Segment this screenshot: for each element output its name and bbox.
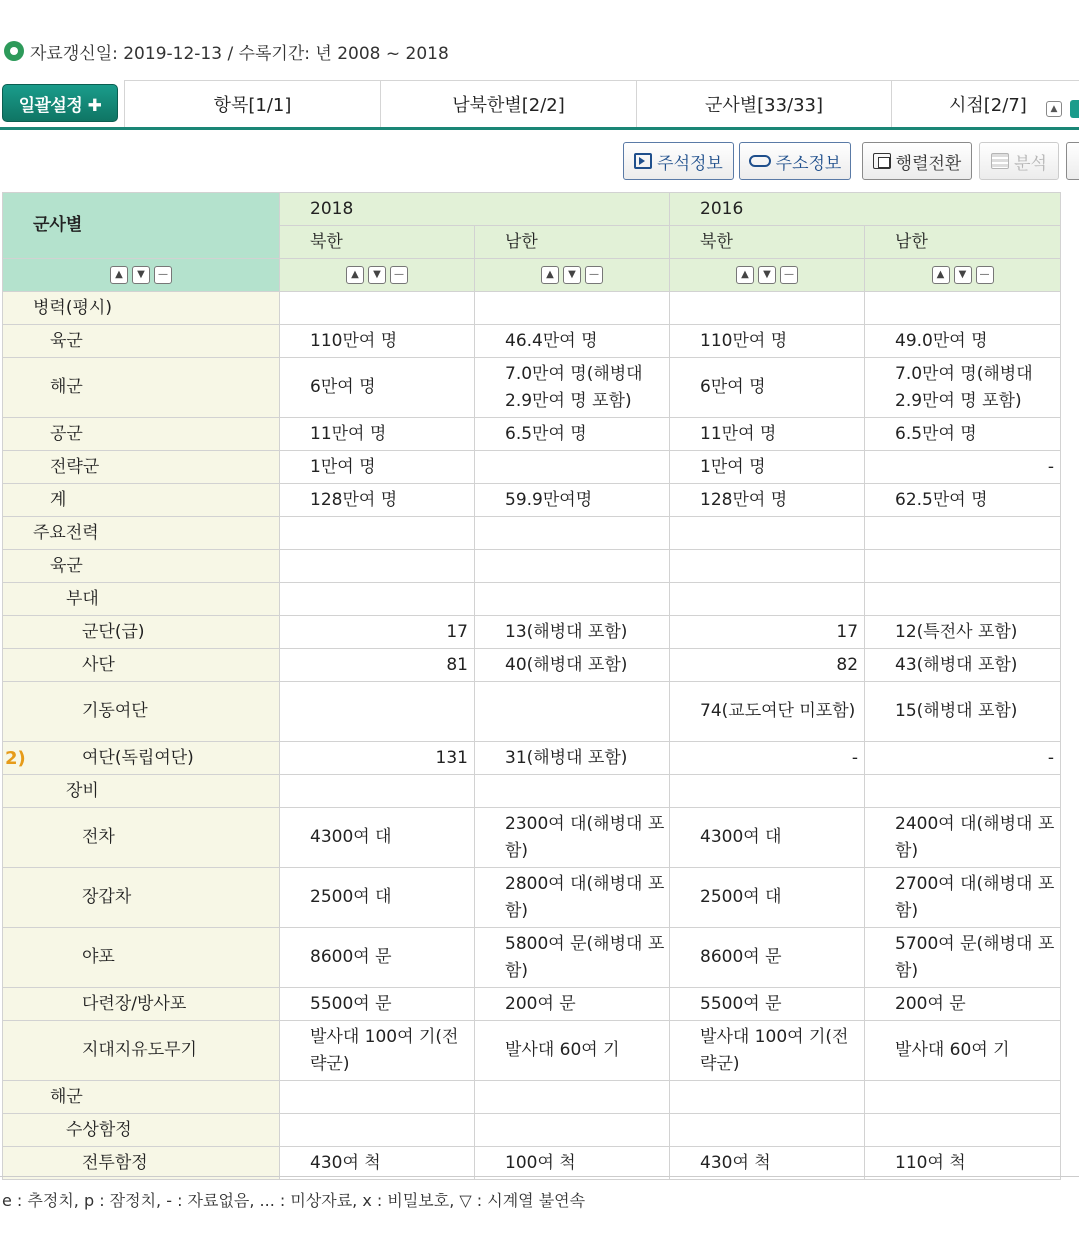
sort-desc-icon[interactable]: ▼	[758, 266, 776, 284]
table-cell	[280, 775, 475, 808]
sort-asc-icon[interactable]: ▲	[110, 266, 128, 284]
table-cell: 17	[670, 616, 865, 649]
sort-desc-icon[interactable]: ▼	[132, 266, 150, 284]
table-cell: 8600여 문	[670, 928, 865, 988]
row-label-text: 전차	[82, 827, 115, 847]
table-cell	[670, 517, 865, 550]
table-cell	[670, 1081, 865, 1114]
country-header: 북한	[280, 226, 475, 259]
row-label-text: 육군	[50, 330, 83, 351]
table-cell: 7.0만여 명(해병대 2.9만여 명 포함)	[865, 358, 1061, 418]
table-row	[3, 775, 1061, 808]
table-cell	[475, 451, 670, 484]
sort-desc-icon[interactable]: ▼	[368, 266, 386, 284]
table-cell: 5500여 문	[670, 988, 865, 1021]
axis-header: 군사별	[3, 193, 280, 259]
row-label	[3, 616, 280, 649]
table-cell: 40(해병대 포함)	[475, 649, 670, 682]
analysis-icon	[991, 153, 1009, 169]
table-cell: 110여 척	[865, 1147, 1061, 1180]
table-cell: 13(해병대 포함)	[475, 616, 670, 649]
table-cell: 430여 척	[280, 1147, 475, 1180]
table-cell	[865, 1081, 1061, 1114]
table-cell: 4300여 대	[280, 808, 475, 868]
table-cell: 43(해병대 포함)	[865, 649, 1061, 682]
table-cell	[865, 550, 1061, 583]
table-cell: 100여 척	[475, 1147, 670, 1180]
link-icon	[749, 155, 771, 167]
row-label-text: 공군	[50, 423, 83, 444]
table-cell: 46.4만여 명	[475, 325, 670, 358]
table-cell: 5500여 문	[280, 988, 475, 1021]
table-cell	[670, 292, 865, 325]
table-cell	[280, 583, 475, 616]
row-label	[3, 1021, 280, 1081]
tab-item[interactable]: 항목[1/1]	[124, 80, 380, 127]
table-cell: 128만여 명	[670, 484, 865, 517]
table-cell	[865, 775, 1061, 808]
table-bottom-rule	[0, 1176, 1079, 1177]
table-row	[3, 682, 1061, 742]
row-label	[3, 358, 280, 418]
expand-icon[interactable]	[1070, 100, 1079, 118]
footnote-marker[interactable]: 2)	[5, 747, 26, 769]
sort-reset-icon[interactable]: —	[390, 266, 408, 284]
table-row	[3, 742, 1061, 775]
table-cell	[475, 682, 670, 742]
row-label	[3, 928, 280, 988]
table-cell: 5800여 문(해병대 포함)	[475, 928, 670, 988]
table-row	[3, 616, 1061, 649]
table-row	[3, 868, 1061, 928]
table-cell	[475, 775, 670, 808]
table-cell: 1만여 명	[670, 451, 865, 484]
table-row	[3, 1081, 1061, 1114]
row-label-text: 수상함정	[66, 1119, 132, 1140]
table-cell: -	[670, 742, 865, 775]
table-row	[3, 325, 1061, 358]
row-label-text: 장비	[66, 780, 99, 801]
tab-military[interactable]: 군사별[33/33]	[636, 80, 891, 127]
row-label	[3, 583, 280, 616]
table-cell: 발사대 100여 기(전략군)	[670, 1021, 865, 1081]
table-cell: 7.0만여 명(해병대 2.9만여 명 포함)	[475, 358, 670, 418]
data-table	[2, 192, 1061, 1180]
table-cell: 5700여 문(해병대 포함)	[865, 928, 1061, 988]
table-cell: 31(해병대 포함)	[475, 742, 670, 775]
row-label-text: 부대	[66, 588, 99, 609]
table-cell: 128만여 명	[280, 484, 475, 517]
legend: e : 추정치, p : 잠정치, - : 자료없음, ... : 미상자료, x : 비밀보호, ▽ : 시계열 불연속	[2, 1191, 586, 1210]
table-cell: 1만여 명	[280, 451, 475, 484]
table-cell	[280, 292, 475, 325]
table-cell	[670, 550, 865, 583]
table-cell	[475, 292, 670, 325]
address-button[interactable]	[739, 142, 851, 180]
annotation-icon	[634, 153, 652, 169]
row-label-text: 지대지유도무기	[82, 1040, 197, 1060]
table-cell	[670, 583, 865, 616]
sort-desc-icon[interactable]: ▼	[954, 266, 972, 284]
table-row	[3, 988, 1061, 1021]
table-cell: 200여 문	[475, 988, 670, 1021]
sort-controls	[280, 259, 475, 292]
table-cell	[280, 682, 475, 742]
analysis-button[interactable]	[979, 142, 1059, 180]
table-row	[3, 517, 1061, 550]
row-label-text: 병력(평시)	[33, 297, 112, 318]
row-label	[3, 484, 280, 517]
sort-reset-icon[interactable]: —	[976, 266, 994, 284]
table-cell: 200여 문	[865, 988, 1061, 1021]
row-label	[3, 868, 280, 928]
table-row	[3, 928, 1061, 988]
row-label-text: 기동여단	[82, 701, 148, 721]
table-row	[3, 418, 1061, 451]
more-button[interactable]	[1066, 142, 1079, 180]
sort-asc-icon[interactable]: ▲	[736, 266, 754, 284]
table-cell: 6만여 명	[670, 358, 865, 418]
table-cell: 2500여 대	[670, 868, 865, 928]
table-cell: 110만여 명	[280, 325, 475, 358]
table-cell	[475, 1114, 670, 1147]
dimension-tab-bar	[0, 80, 1079, 130]
table-row	[3, 1114, 1061, 1147]
row-label	[3, 550, 280, 583]
row-label	[3, 1147, 280, 1180]
country-header: 남한	[475, 226, 670, 259]
pivot-icon	[873, 153, 891, 169]
year-header: 2018	[280, 193, 670, 226]
row-label	[3, 1114, 280, 1147]
table-cell: 15(해병대 포함)	[865, 682, 1061, 742]
table-cell: 49.0만여 명	[865, 325, 1061, 358]
table-cell: 2400여 대(해병대 포함)	[865, 808, 1061, 868]
table-row	[3, 292, 1061, 325]
table-cell: 11만여 명	[670, 418, 865, 451]
table-cell: 59.9만여명	[475, 484, 670, 517]
row-label	[3, 775, 280, 808]
bulk-settings-button[interactable]: 일괄설정 ✚	[2, 84, 118, 122]
sort-controls	[865, 259, 1061, 292]
table-cell: 2700여 대(해병대 포함)	[865, 868, 1061, 928]
table-cell	[865, 1114, 1061, 1147]
table-cell: 131	[280, 742, 475, 775]
table-cell: 82	[670, 649, 865, 682]
row-label	[3, 451, 280, 484]
table-cell: 2300여 대(해병대 포함)	[475, 808, 670, 868]
table-cell	[670, 1114, 865, 1147]
table-row	[3, 583, 1061, 616]
toolbar	[0, 142, 1079, 182]
table-cell: 6.5만여 명	[865, 418, 1061, 451]
collapse-icon[interactable]: ▲	[1046, 101, 1062, 117]
table-row	[3, 484, 1061, 517]
table-cell	[475, 517, 670, 550]
row-label	[3, 682, 280, 742]
sort-reset-icon[interactable]: —	[154, 266, 172, 284]
table-cell	[475, 583, 670, 616]
table-cell: 2800여 대(해병대 포함)	[475, 868, 670, 928]
table-cell: 6만여 명	[280, 358, 475, 418]
table-cell: 12(특전사 포함)	[865, 616, 1061, 649]
row-label-text: 전투함정	[82, 1152, 148, 1173]
row-label-text: 다련장/방사포	[82, 993, 187, 1014]
sort-controls	[3, 259, 280, 292]
year-header: 2016	[670, 193, 1061, 226]
table-cell: -	[865, 742, 1061, 775]
row-label	[3, 649, 280, 682]
table-cell: -	[865, 451, 1061, 484]
table-cell	[280, 517, 475, 550]
row-label	[3, 517, 280, 550]
annotation-button[interactable]	[623, 142, 734, 180]
table-cell: 6.5만여 명	[475, 418, 670, 451]
table-cell: 81	[280, 649, 475, 682]
table-row	[3, 451, 1061, 484]
table-cell	[280, 1081, 475, 1114]
row-label	[3, 1081, 280, 1114]
row-label	[3, 418, 280, 451]
table-cell: 발사대 60여 기	[475, 1021, 670, 1081]
row-label-text: 군단(급)	[82, 621, 145, 642]
sort-controls	[670, 259, 865, 292]
table-cell	[475, 1081, 670, 1114]
row-label	[3, 988, 280, 1021]
table-row	[3, 358, 1061, 418]
tab-period[interactable]: 시점[2/7]	[891, 80, 1079, 127]
table-cell	[865, 583, 1061, 616]
row-label-text: 전략군	[50, 456, 100, 477]
table-cell: 8600여 문	[280, 928, 475, 988]
table-cell	[475, 550, 670, 583]
table-cell: 11만여 명	[280, 418, 475, 451]
row-label-text: 육군	[50, 555, 83, 576]
table-cell: 17	[280, 616, 475, 649]
row-label-text: 계	[50, 489, 67, 510]
row-label	[3, 742, 280, 775]
table-row	[3, 808, 1061, 868]
country-header: 남한	[865, 226, 1061, 259]
sort-asc-icon[interactable]: ▲	[541, 266, 559, 284]
sort-desc-icon[interactable]: ▼	[563, 266, 581, 284]
row-label	[3, 325, 280, 358]
table-cell: 62.5만여 명	[865, 484, 1061, 517]
row-label-text: 해군	[50, 1086, 83, 1107]
sort-asc-icon[interactable]: ▲	[932, 266, 950, 284]
table-cell: 74(교도여단 미포함)	[670, 682, 865, 742]
country-header: 북한	[670, 226, 865, 259]
row-label-text: 야포	[82, 947, 115, 967]
table-cell: 발사대 100여 기(전략군)	[280, 1021, 475, 1081]
pivot-button[interactable]	[862, 142, 972, 180]
pivot-label: 행렬전환	[895, 153, 962, 174]
sort-reset-icon[interactable]: —	[780, 266, 798, 284]
table-cell	[280, 1114, 475, 1147]
row-label-text: 주요전력	[33, 522, 99, 543]
tab-south-north[interactable]: 남북한별[2/2]	[380, 80, 636, 127]
table-cell	[865, 292, 1061, 325]
table-cell	[280, 550, 475, 583]
info-line	[4, 38, 449, 64]
table-cell: 2500여 대	[280, 868, 475, 928]
row-label-text: 장갑차	[82, 887, 132, 907]
address-label: 주소정보	[775, 153, 842, 174]
sort-reset-icon[interactable]: —	[585, 266, 603, 284]
row-label-text: 사단	[82, 654, 115, 675]
row-label-text: 해군	[50, 377, 83, 397]
table-row	[3, 1021, 1061, 1081]
sort-controls	[475, 259, 670, 292]
table-cell	[865, 517, 1061, 550]
table-cell: 110만여 명	[670, 325, 865, 358]
table-row	[3, 649, 1061, 682]
table-cell: 430여 척	[670, 1147, 865, 1180]
row-label	[3, 292, 280, 325]
table-row	[3, 1147, 1061, 1180]
bullet-icon	[4, 41, 24, 61]
row-label-text: 여단(독립여단)	[82, 747, 194, 768]
table-cell: 발사대 60여 기	[865, 1021, 1061, 1081]
table-row	[3, 550, 1061, 583]
analysis-label: 분석	[1014, 153, 1047, 174]
table-cell	[670, 775, 865, 808]
update-info: 자료갱신일: 2019-12-13 / 수록기간: 년 2008 ~ 2018	[30, 43, 449, 64]
annotation-label: 주석정보	[657, 153, 723, 174]
row-label	[3, 808, 280, 868]
sort-asc-icon[interactable]: ▲	[346, 266, 364, 284]
table-cell: 4300여 대	[670, 808, 865, 868]
